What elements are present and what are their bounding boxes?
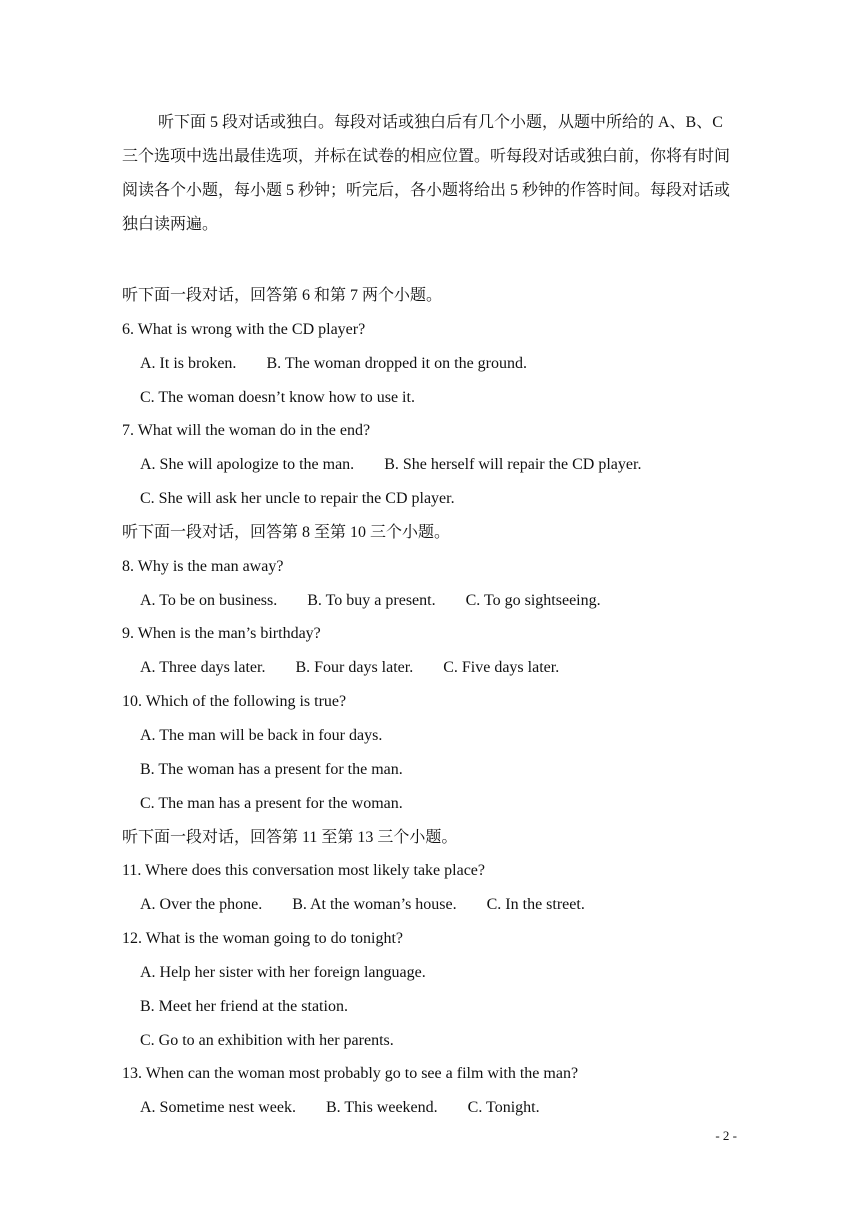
option-row — [122, 347, 762, 381]
question-stem: 6. What is wrong with the CD player? — [122, 320, 366, 338]
answer-option: A. Three days later. — [140, 659, 266, 677]
question-stem: 8. Why is the man away? — [122, 557, 284, 575]
answer-option: C. She will ask her uncle to repair the CD player. — [140, 490, 455, 508]
answer-option: C. Go to an exhibition with her parents. — [140, 1031, 394, 1049]
question-list — [122, 279, 762, 1125]
option-row — [122, 956, 762, 990]
answer-option: A. It is broken. — [140, 354, 237, 372]
answer-option: B. The woman dropped it on the ground. — [266, 354, 527, 372]
answer-option: B. At the woman’s house. — [292, 896, 457, 914]
page-number: - 2 - — [715, 1128, 737, 1143]
answer-option: B. This weekend. — [325, 1099, 438, 1117]
answer-option: B. To buy a present. — [307, 591, 436, 609]
answer-option: B. Meet her friend at the station. — [140, 997, 348, 1015]
answer-option: C. In the street. — [486, 896, 585, 914]
option-row — [122, 584, 762, 618]
answer-option: A. Help her sister with her foreign language. — [140, 963, 426, 981]
answer-option: A. The man will be back in four days. — [140, 726, 383, 744]
option-row — [122, 1024, 762, 1058]
question-stem: 13. When can the woman most probably go to see a film with the man? — [122, 1065, 579, 1083]
instructions-paragraph: 听下面 5 段对话或独白。每段对话或独白后有几个小题，从题中所给的 A、B、C 三个选项中选出最佳选项，并标在试卷的相应位置。听每段对话或独白前，你将有时间阅读各个小题，每小题 5 秒钟；听完后，各小题将给出 5 秒钟的作答时间。每段对话或独白读两遍。 — [122, 114, 731, 233]
question-stem: 11. Where does this conversation most likely take place? — [122, 862, 485, 880]
answer-option: A. She will apologize to the man. — [140, 456, 355, 474]
answer-option: B. She herself will repair the CD player. — [384, 456, 642, 474]
answer-option: A. To be on business. — [140, 591, 278, 609]
answer-option: C. Tonight. — [467, 1099, 540, 1117]
answer-option: C. The man has a present for the woman. — [140, 794, 403, 812]
answer-option: B. Four days later. — [295, 659, 414, 677]
option-row — [122, 482, 762, 516]
question-stem: 12. What is the woman going to do tonight? — [122, 930, 404, 948]
option-row — [122, 719, 762, 753]
option-row — [122, 888, 762, 922]
answer-option: B. The woman has a present for the man. — [140, 760, 403, 778]
option-row — [122, 448, 762, 482]
answer-option: C. To go sightseeing. — [465, 591, 601, 609]
question-stem: 7. What will the woman do in the end? — [122, 422, 371, 440]
option-row — [122, 787, 762, 821]
answer-option: C. Five days later. — [443, 659, 560, 677]
question-stem: 10. Which of the following is true? — [122, 693, 347, 711]
answer-option: A. Sometime nest week. — [140, 1099, 296, 1117]
option-row — [122, 753, 762, 787]
option-row — [122, 651, 762, 685]
option-row — [122, 1091, 762, 1125]
option-row — [122, 381, 762, 415]
section-heading: 听下面一段对话，回答第 8 至第 10 三个小题。 — [122, 523, 451, 541]
answer-option: A. Over the phone. — [140, 896, 263, 914]
section-heading: 听下面一段对话，回答第 6 和第 7 两个小题。 — [122, 287, 443, 304]
section-heading: 听下面一段对话，回答第 11 至第 13 三个小题。 — [122, 828, 458, 846]
option-row — [122, 990, 762, 1024]
answer-option: C. The woman doesn’t know how to use it. — [140, 388, 415, 406]
question-stem: 9. When is the man’s birthday? — [122, 625, 321, 643]
